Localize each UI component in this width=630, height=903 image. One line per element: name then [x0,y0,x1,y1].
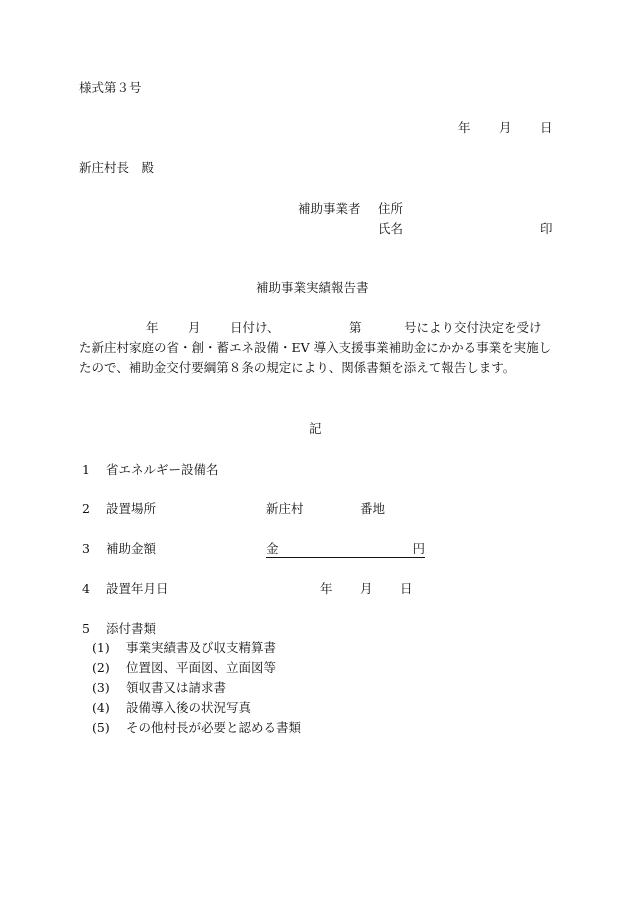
body-year-label: 年 [146,320,159,335]
attachment-5-number: (5) [92,720,110,735]
date-year-label: 年 [458,120,471,135]
addressee: 新庄村長 殿 [79,160,155,175]
applicant-role: 補助事業者 [298,201,361,216]
item-2-village: 新庄村 [266,501,304,516]
item-4-month: 月 [360,581,373,596]
attachment-1-number: (1) [92,640,110,655]
attachment-3-label: 領収書又は請求書 [126,680,227,695]
attachment-4-number: (4) [92,700,110,715]
attachment-2-label: 位置図、平面図、立面図等 [126,660,277,675]
date-month-label: 月 [499,120,512,135]
body-text: 号により交付決定を受けた新庄村家庭の省・創・蓄エネ設備・EV 導入支援事業補助金にかかる事業を実施したので、補助金交付要綱第８条の規定により、関係書類を添えて報告します。 [79,320,552,375]
attachment-2-number: (2) [92,660,110,675]
body-day-label: 日付け、 [230,320,280,335]
item-4-number: 4 [82,581,90,596]
item-5-label: 添付書類 [106,621,157,636]
body-paragraph [79,318,553,378]
amount-suffix: 円 [412,541,425,556]
item-3-label: 補助金額 [106,541,157,556]
item-5-number: 5 [82,621,90,636]
item-2-banchi: 番地 [360,501,386,516]
item-1-label: 省エネルギー設備名 [106,462,219,477]
body-month-label: 月 [188,320,201,335]
item-2-number: 2 [82,501,90,516]
applicant-name-label: 氏名 [378,221,404,236]
attachment-3-number: (3) [92,680,110,695]
amount-prefix: 金 [266,541,279,556]
applicant-address-label: 住所 [378,201,404,216]
form-number: 様式第３号 [79,80,142,95]
attachment-5-label: その他村長が必要と認める書類 [126,720,302,735]
seal-mark: 印 [540,221,553,236]
ki-heading: 記 [309,421,322,436]
item-4-year: 年 [320,581,333,596]
item-4-label: 設置年月日 [106,581,169,596]
date-day-label: 日 [540,120,553,135]
item-2-label: 設置場所 [106,501,157,516]
attachment-1-label: 事業実績書及び収支精算書 [126,640,277,655]
body-dai-label: 第 [349,320,362,335]
amount-field [266,543,425,558]
item-1-number: 1 [82,462,90,477]
document-title: 補助事業実績報告書 [256,280,369,295]
attachment-4-label: 設備導入後の状況写真 [126,700,252,715]
item-3-number: 3 [82,541,90,556]
item-4-day: 日 [400,581,413,596]
